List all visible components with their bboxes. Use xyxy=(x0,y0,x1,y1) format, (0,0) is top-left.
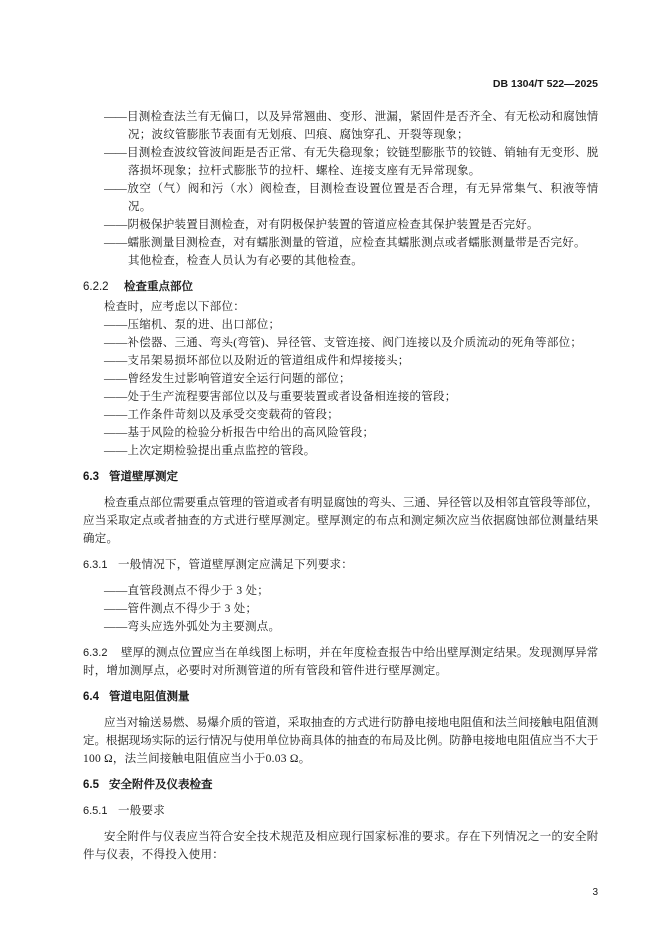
clause-number: 6.5.1 xyxy=(83,805,108,817)
section-number: 6.4 xyxy=(83,691,99,703)
list-item: ——弯头应选外弧处为主要测点。 xyxy=(104,621,281,633)
page-number: 3 xyxy=(592,887,598,898)
clause-text: 壁厚的测点位置应当在单线图上标明，并在年度检查报告中给出壁厚测定结果。发现测厚异常 xyxy=(121,647,598,659)
list-item: ——直管段测点不得少于 3 处； xyxy=(104,585,269,597)
clause-first-line xyxy=(83,644,598,662)
list-item: ——上次定期检验提出重点监控的管段。 xyxy=(104,445,316,457)
section-number: 6.2.2 xyxy=(83,281,109,293)
list-item-line: ——放空（气）阀和污（水）阀检查，目测检查设置位置是否合理，有无异常集气、积液等情 xyxy=(104,183,598,195)
list-item-line: ——阴极保护装置目测检查，对有阴极保护装置的管道应检查其保护装置是否完好。 xyxy=(104,219,539,231)
paragraph-line: 确定。 xyxy=(83,533,119,545)
heading-6-5 xyxy=(83,776,598,794)
section-title: 管道电阻值测量 xyxy=(109,691,190,703)
list-item: ——压缩机、泵的进、出口部位； xyxy=(104,319,281,331)
list-item: ——支吊架易损坏部位以及附近的管道组成件和焊接接头； xyxy=(104,355,410,367)
list-item-line: ——蠕胀测量目测检查，对有蠕胀测量的管道，应检查其蠕胀测点或者蠕胀测量带是否完好。 xyxy=(104,237,586,249)
page-content xyxy=(83,108,598,864)
clause-number: 6.3.1 xyxy=(83,559,108,571)
clause-title: 一般要求 xyxy=(118,805,165,817)
standard-code-header: DB 1304/T 522—2025 xyxy=(492,78,598,90)
heading-6-2-2 xyxy=(83,278,598,296)
list-item: ——管件测点不得少于 3 处； xyxy=(104,603,258,615)
clause-text: 一般情况下，管道壁厚测定应满足下列要求： xyxy=(118,559,353,571)
section-title: 检查重点部位 xyxy=(124,281,193,293)
paragraph-resistance xyxy=(83,714,598,768)
paragraph-line: 件与仪表，不得投入使用： xyxy=(83,849,224,861)
section-title: 管道壁厚测定 xyxy=(109,471,178,483)
clause-6-5-1 xyxy=(83,802,598,820)
list-item: ——工作条件苛刻以及承受交变载荷的管段； xyxy=(104,409,339,421)
clause-number: 6.3.2 xyxy=(83,647,108,659)
list-intro: 检查时，应考虑以下部位： xyxy=(104,301,245,313)
list-item-line: ——目测检查法兰有无偏口，以及异常翘曲、变形、泄漏，紧固件是否齐全、有无松动和腐蚀情 xyxy=(104,111,598,123)
list-item-continuation: 落损坏现象；拉杆式膨胀节的拉杆、螺栓、连接支座有无异常现象。 xyxy=(128,165,481,177)
list-item-continuation: 况。 xyxy=(128,201,152,213)
paragraph-line: 应当采取定点或者抽查的方式进行壁厚测定。壁厚测定的布点和测定频次应当依据腐蚀部位测量结果 xyxy=(83,515,598,527)
heading-6-3 xyxy=(83,468,598,486)
paragraph-line: 应当对输送易燃、易爆介质的管道，采取抽查的方式进行防静电接地电阻值和法兰间接触电阻值测 xyxy=(104,717,598,729)
list-item: ——曾经发生过影响管道安全运行问题的部位； xyxy=(104,373,351,385)
list-item-continuation: 况；波纹管膨胀节表面有无划痕、凹痕、腐蚀穿孔、开裂等现象； xyxy=(128,129,469,141)
paragraph-line: 安全附件与仪表应当符合安全技术规范及相应现行国家标准的要求。存在下列情况之一的安全附 xyxy=(104,831,598,843)
paragraph-line: 检查重点部位需要重点管理的管道或者有明显腐蚀的弯头、三通、异径管以及相邻直管段等部位， xyxy=(104,497,598,509)
list-item: ——处于生产流程要害部位以及与重要装置或者设备相连接的管段； xyxy=(104,391,457,403)
paragraph-wall-thickness xyxy=(83,494,598,548)
section-title: 安全附件及仪表检查 xyxy=(109,779,213,791)
paragraph-line: 定。根据现场实际的运行情况与使用单位协商具体的抽查的布局及比例。防静电接地电阻值应当不大于 xyxy=(83,735,598,747)
key-locations-list xyxy=(83,298,598,460)
clause-6-3-2 xyxy=(83,644,598,680)
clause-6-3-1 xyxy=(83,556,598,574)
paragraph-line: 100 Ω，法兰间接触电阻值应当小于0.03 Ω。 xyxy=(83,753,311,765)
measurement-points-list xyxy=(83,582,598,636)
section-number: 6.3 xyxy=(83,471,99,483)
list-item-continuation: 其他检查，检查人员认为有必要的其他检查。 xyxy=(128,255,363,267)
list-item: ——基于风险的检验分析报告中给出的高风险管段； xyxy=(104,427,375,439)
section-number: 6.5 xyxy=(83,779,99,791)
list-item-line: ——目测检查波纹管波间距是否正常、有无失稳现象；铰链型膨胀节的铰链、销轴有无变形、脱 xyxy=(104,147,598,159)
clause-text: 时，增加测厚点，必要时对所测管道的所有管段和管件进行壁厚测定。 xyxy=(83,665,448,677)
list-item: ——补偿器、三通、弯头(弯管)、异径管、支管连接、阀门连接以及介质流动的死角等部位； xyxy=(104,337,583,349)
heading-6-4 xyxy=(83,688,598,706)
paragraph-safety-accessories xyxy=(83,828,598,864)
inspection-items-continued xyxy=(83,108,598,270)
